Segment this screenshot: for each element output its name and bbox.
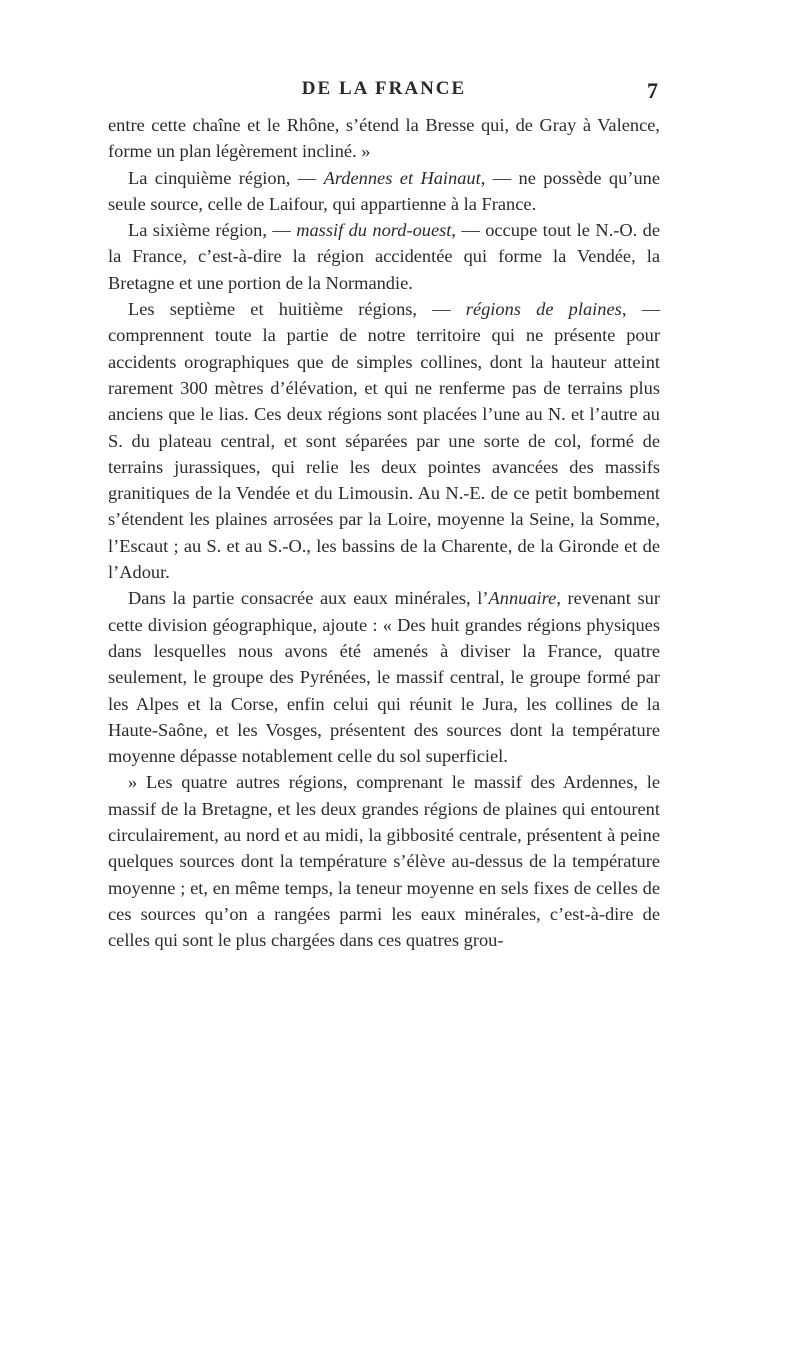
paragraph-sixth-region xyxy=(108,217,660,296)
italic-term: régions de plaines xyxy=(465,299,622,320)
italic-term: massif du nord-ouest xyxy=(296,220,452,241)
paragraph-text: , revenant sur cette division géographique, ajoute : « Des huit grandes régions physiques dans lesquelles nous avons été amenés à diviser la France, quatre seulement, le groupe des Pyrénées, le massif central, le groupe formé par les Alpes et la Corse, enfin celui qui réunit le Jura, les collines de la Haute-Saône, et les Vosges, présentent des sources dont la température moyenne dépasse notablement celle du sol superficiel. xyxy=(108,588,660,767)
paragraph-annuaire xyxy=(108,585,660,769)
paragraph-text: Dans la partie consacrée aux eaux minérales, l’ xyxy=(128,588,489,609)
paragraph-plains-regions xyxy=(108,296,660,585)
paragraph-text: La cinquième région, — xyxy=(128,167,324,188)
page-number: 7 xyxy=(647,78,658,103)
running-head xyxy=(110,78,658,108)
italic-term: Ardennes et Hainaut xyxy=(323,167,481,188)
paragraph-text: , — ne possède qu’une seule source, celle de Laifour, qui appartienne à la France. xyxy=(108,167,660,214)
running-title: DE LA FRANCE xyxy=(301,78,467,99)
paragraph-continuation xyxy=(108,112,660,165)
paragraph-text: Les septième et huitième régions, — xyxy=(128,299,466,320)
paragraph-text: , — comprennent toute la partie de notre territoire qui ne présente pour accidents orographiques que de simples collines, dont la hauteur atteint rarement 300 mètres d’élévation, et qui ne renferme pas de terrains plus anciens que le lias. Ces deux régions sont placées l’une au N. et l’autre au S. du plateau central, et sont séparées par une sorte de col, formé de terrains jurassiques, qui relie les deux pointes avancées des massifs granitiques de la Vendée et du Limousin. Au N.-E. de ce petit bombement s’étendent les plaines arrosées par la Loire, moyenne la Seine, la Somme, l’Escaut ; au S. et au S.-O., les bassins de la Charente, de la Gironde et de l’Adour. xyxy=(108,299,660,583)
paragraph-text: entre cette chaîne et le Rhône, s’étend la Bresse qui, de Gray à Valence, forme un plan légèrement incliné. » xyxy=(108,115,660,162)
paragraph-quote-continued xyxy=(108,769,660,953)
italic-term: Annuaire xyxy=(488,588,557,609)
paragraph-fifth-region xyxy=(108,165,660,218)
paragraph-text: La sixième région, — xyxy=(128,220,297,241)
paragraph-text: » Les quatre autres régions, comprenant le massif des Ardennes, le massif de la Bretagne, et les deux grandes régions de plaines qui entourent circulairement, au nord et au midi, la gibbosité centrale, présentent à peine quelques sources dont la température s’élève au-dessus de la température moyenne ; et, en même temps, la teneur moyenne en sels fixes de celles de ces sources qu’on a rangées parmi les eaux minérales, c’est-à-dire de celles qui sont le plus chargées dans ces quatres grou- xyxy=(108,772,660,951)
body-text xyxy=(108,112,660,954)
paragraph-text: , — occupe tout le N.-O. de la France, c’est-à-dire la région accidentée qui forme la Vendée, la Bretagne et une portion de la Normandie. xyxy=(108,220,660,293)
